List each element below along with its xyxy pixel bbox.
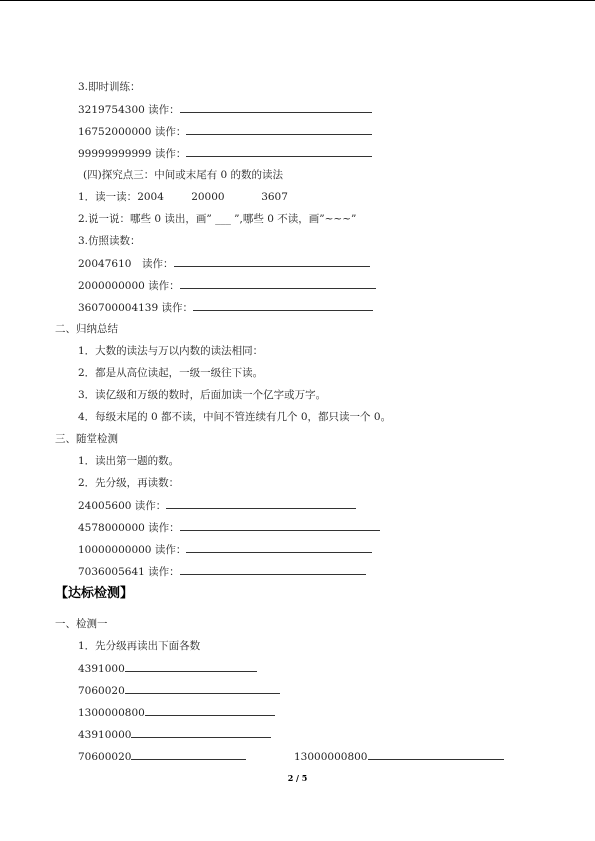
page-number: 2 / 5 (287, 773, 308, 783)
classcheck-label: 读作： (154, 544, 187, 556)
target-number: 7060020 (78, 685, 125, 697)
read-number-1: 2004 (137, 191, 164, 203)
classcheck-number: 24005600 (78, 500, 132, 512)
classcheck-step-2: 2．先分级，再读数： (78, 477, 180, 489)
classcheck-number: 4578000000 (78, 522, 145, 534)
answer-blank[interactable] (186, 146, 372, 157)
target-number: 1300000800 (78, 707, 145, 719)
target-number: 13000000800 (294, 751, 368, 763)
practice-number: 99999999999 (78, 148, 152, 160)
imitate-item-2 (78, 278, 376, 293)
imitate-item-1 (78, 256, 370, 271)
answer-blank[interactable] (125, 683, 280, 694)
target-item-3 (78, 705, 275, 720)
practice-title: 3.即时训练： (78, 81, 141, 93)
classcheck-number: 10000000000 (78, 544, 152, 556)
answer-blank[interactable] (131, 749, 246, 760)
classcheck-step-1: 1．读出第一题的数。 (78, 455, 180, 467)
classcheck-item-3 (78, 542, 372, 557)
classcheck-item-1 (78, 498, 356, 513)
classcheck-label: 读作： (148, 566, 180, 578)
answer-blank[interactable] (186, 124, 372, 135)
answer-blank[interactable] (193, 300, 373, 311)
classcheck-number: 7036005641 (78, 566, 145, 578)
practice-item-2 (78, 124, 372, 139)
target-item-4 (78, 727, 271, 742)
explore3-imitate-title: 3.仿照读数： (78, 235, 141, 247)
practice-item-3 (78, 146, 372, 161)
classcheck-title: 三、随堂检测 (55, 433, 118, 445)
summary-point-2: 2．都是从高位读起，一级一级往下读。 (78, 367, 264, 379)
classcheck-label: 读作： (148, 522, 180, 534)
answer-blank[interactable] (131, 727, 271, 738)
answer-blank[interactable] (145, 705, 275, 716)
practice-number: 3219754300 (78, 104, 145, 116)
practice-number: 16752000000 (78, 126, 152, 138)
target-heading: 【达标检测】 (55, 586, 134, 601)
summary-point-1: 1．大数的读法与万以内数的读法相同： (78, 345, 264, 357)
answer-blank[interactable] (166, 498, 356, 509)
classcheck-item-4 (78, 564, 366, 579)
imitate-label: 读作： (161, 302, 194, 314)
top-border (0, 0, 595, 1)
answer-blank[interactable] (186, 542, 372, 553)
explore3-read-row (78, 190, 288, 204)
answer-blank[interactable] (174, 256, 370, 267)
practice-label: 读作： (148, 104, 180, 116)
target-number: 4391000 (78, 663, 125, 675)
imitate-label: 读作： (142, 258, 174, 270)
imitate-number: 2000000000 (78, 280, 145, 292)
imitate-item-3 (78, 300, 373, 315)
read-number-2: 20000 (191, 191, 225, 203)
imitate-number: 20047610 (78, 258, 132, 270)
target-last-row-left (78, 749, 246, 764)
classcheck-label: 读作： (134, 500, 167, 512)
practice-label: 读作： (154, 148, 187, 160)
imitate-number: 360700004139 (78, 302, 159, 314)
target-number: 70600020 (78, 751, 132, 763)
explore3-title: (四)探究点三：中间或末尾有 0 的数的读法 (83, 169, 284, 181)
target-last-row-right (294, 749, 504, 764)
explore3-say: 2.说一说：哪些 0 读出，画” ___ ”,哪些 0 不读，画”~~~” (78, 213, 357, 225)
summary-title: 二、归纳总结 (55, 323, 118, 335)
answer-blank[interactable] (368, 749, 504, 760)
answer-blank[interactable] (180, 520, 380, 531)
practice-item-1 (78, 102, 372, 117)
practice-label: 读作： (154, 126, 187, 138)
answer-blank[interactable] (125, 661, 257, 672)
imitate-label: 读作： (148, 280, 180, 292)
read-prompt: 1．读一读： (78, 191, 138, 203)
classcheck-item-2 (78, 520, 380, 535)
summary-point-4: 4．每级末尾的 0 都不读，中间不管连续有几个 0，都只读一个 0。 (78, 411, 392, 423)
read-number-3: 3607 (261, 191, 288, 203)
summary-point-3: 3．读亿级和万级的数时，后面加读一个亿字或万字。 (78, 389, 327, 401)
answer-blank[interactable] (180, 102, 372, 113)
target-number: 43910000 (78, 729, 132, 741)
target-section: 一、检测一 (55, 618, 108, 630)
target-instruction: 1．先分级再读出下面各数 (78, 640, 201, 652)
target-item-1 (78, 661, 257, 676)
target-item-2 (78, 683, 280, 698)
answer-blank[interactable] (180, 564, 366, 575)
answer-blank[interactable] (180, 278, 376, 289)
